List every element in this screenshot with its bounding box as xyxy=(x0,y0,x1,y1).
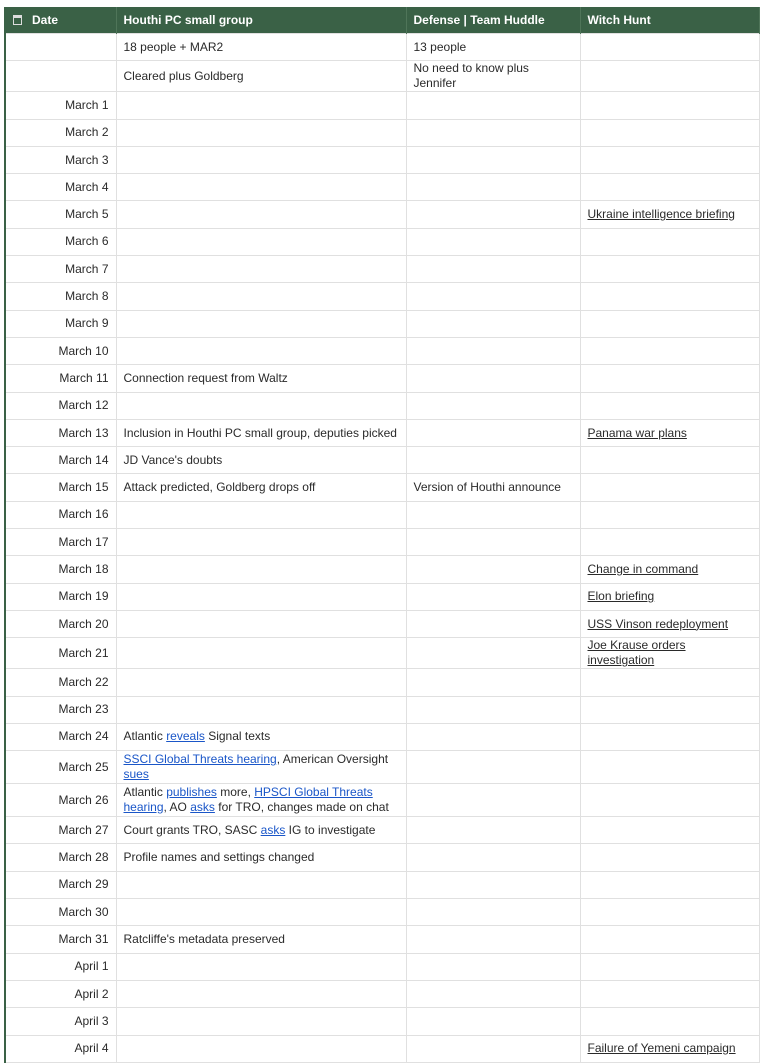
houthi-cell[interactable] xyxy=(116,669,406,696)
defense-cell[interactable] xyxy=(406,1035,580,1062)
houthi-cell[interactable] xyxy=(116,817,406,844)
defense-cell[interactable] xyxy=(406,228,580,255)
witch-hunt-cell[interactable] xyxy=(580,501,759,528)
table-row xyxy=(5,899,759,926)
defense-cell[interactable] xyxy=(406,980,580,1007)
defense-cell[interactable] xyxy=(406,447,580,474)
date-cell[interactable]: March 24 xyxy=(5,723,116,750)
header-witch-hunt[interactable]: Witch Hunt xyxy=(580,7,759,34)
defense-cell[interactable] xyxy=(406,474,580,501)
houthi-cell[interactable] xyxy=(116,696,406,723)
cell-text: Signal texts xyxy=(204,729,271,744)
houthi-cell[interactable] xyxy=(116,871,406,898)
houthi-cell[interactable] xyxy=(116,474,406,501)
witch-hunt-cell[interactable] xyxy=(580,953,759,980)
linked-text[interactable]: Panama war plans xyxy=(587,425,687,440)
houthi-cell[interactable] xyxy=(116,119,406,146)
date-cell[interactable]: March 2 xyxy=(5,119,116,146)
cell-text: Cleared plus Goldberg xyxy=(123,68,244,83)
defense-cell[interactable] xyxy=(406,751,580,784)
houthi-cell[interactable] xyxy=(116,61,406,92)
linked-text[interactable]: Failure of Yemeni campaign xyxy=(587,1041,736,1056)
date-cell[interactable] xyxy=(5,34,116,61)
table-row xyxy=(5,871,759,898)
date-cell[interactable]: March 23 xyxy=(5,696,116,723)
defense-cell[interactable] xyxy=(406,337,580,364)
witch-hunt-cell[interactable] xyxy=(580,583,759,610)
date-cell[interactable]: March 22 xyxy=(5,669,116,696)
header-houthi-pc-small-group[interactable]: Houthi PC small group xyxy=(116,7,406,34)
header-row xyxy=(5,7,759,34)
witch-hunt-cell[interactable] xyxy=(580,337,759,364)
link[interactable]: asks xyxy=(190,800,215,815)
header-date[interactable] xyxy=(5,7,116,34)
witch-hunt-cell[interactable] xyxy=(580,638,759,669)
witch-hunt-cell[interactable] xyxy=(580,392,759,419)
date-cell[interactable]: March 28 xyxy=(5,844,116,871)
defense-cell[interactable] xyxy=(406,501,580,528)
houthi-cell[interactable] xyxy=(116,953,406,980)
date-cell[interactable]: March 10 xyxy=(5,337,116,364)
table-row xyxy=(5,34,759,61)
date-cell[interactable] xyxy=(5,61,116,92)
defense-cell[interactable] xyxy=(406,174,580,201)
calendar-icon xyxy=(13,15,22,25)
table-row xyxy=(5,610,759,637)
houthi-cell[interactable] xyxy=(116,201,406,228)
cell-text: Connection request from Waltz xyxy=(123,370,288,385)
table-row xyxy=(5,751,759,784)
link[interactable]: reveals xyxy=(166,729,205,744)
houthi-cell[interactable] xyxy=(116,723,406,750)
table-row xyxy=(5,146,759,173)
cell-text: Court grants TRO, SASC xyxy=(123,822,261,837)
table-row xyxy=(5,174,759,201)
witch-hunt-cell[interactable] xyxy=(580,174,759,201)
defense-cell[interactable] xyxy=(406,696,580,723)
table-row xyxy=(5,1035,759,1062)
cell-text: , American Oversight xyxy=(276,752,389,767)
table-row xyxy=(5,844,759,871)
date-cell[interactable]: March 9 xyxy=(5,310,116,337)
defense-cell[interactable] xyxy=(406,669,580,696)
cell-text: IG to investigate xyxy=(285,822,376,837)
cell-text: Atlantic xyxy=(123,785,167,800)
defense-cell[interactable] xyxy=(406,146,580,173)
witch-hunt-cell[interactable] xyxy=(580,146,759,173)
defense-cell[interactable] xyxy=(406,556,580,583)
cell-text: Ratcliffe's metadata preserved xyxy=(123,931,285,946)
defense-cell[interactable] xyxy=(406,817,580,844)
witch-hunt-cell[interactable] xyxy=(580,899,759,926)
date-cell[interactable]: March 17 xyxy=(5,529,116,556)
houthi-cell[interactable] xyxy=(116,1008,406,1035)
table-row xyxy=(5,92,759,119)
houthi-cell[interactable] xyxy=(116,34,406,61)
houthi-cell[interactable] xyxy=(116,638,406,669)
table-row xyxy=(5,474,759,501)
table-row xyxy=(5,337,759,364)
date-cell[interactable]: March 20 xyxy=(5,610,116,637)
houthi-cell[interactable] xyxy=(116,228,406,255)
table-row xyxy=(5,669,759,696)
date-cell[interactable]: March 16 xyxy=(5,501,116,528)
witch-hunt-cell[interactable] xyxy=(580,980,759,1007)
witch-hunt-cell[interactable] xyxy=(580,610,759,637)
header-defense-team-huddle[interactable]: Defense | Team Huddle xyxy=(406,7,580,34)
witch-hunt-cell[interactable] xyxy=(580,817,759,844)
defense-cell[interactable] xyxy=(406,283,580,310)
date-cell[interactable]: March 8 xyxy=(5,283,116,310)
houthi-cell[interactable] xyxy=(116,92,406,119)
date-cell[interactable]: March 11 xyxy=(5,365,116,392)
table-row xyxy=(5,419,759,446)
table-row xyxy=(5,201,759,228)
witch-hunt-cell[interactable] xyxy=(580,34,759,61)
defense-cell[interactable] xyxy=(406,899,580,926)
witch-hunt-cell[interactable] xyxy=(580,447,759,474)
date-cell[interactable]: March 6 xyxy=(5,228,116,255)
date-cell[interactable]: April 3 xyxy=(5,1008,116,1035)
timeline-table xyxy=(4,7,760,1063)
houthi-cell[interactable] xyxy=(116,419,406,446)
houthi-cell[interactable] xyxy=(116,447,406,474)
cell-text: Version of Houthi announce xyxy=(413,480,561,495)
link[interactable]: asks xyxy=(260,822,286,837)
date-cell[interactable]: March 30 xyxy=(5,899,116,926)
houthi-cell[interactable] xyxy=(116,365,406,392)
defense-cell[interactable] xyxy=(406,119,580,146)
cell-text: Profile names and settings changed xyxy=(123,850,315,865)
defense-cell[interactable] xyxy=(406,365,580,392)
table-row xyxy=(5,638,759,669)
houthi-cell[interactable] xyxy=(116,1035,406,1062)
witch-hunt-cell[interactable] xyxy=(580,844,759,871)
table-row xyxy=(5,310,759,337)
defense-cell[interactable] xyxy=(406,92,580,119)
houthi-cell[interactable] xyxy=(116,784,406,817)
cell-text: , AO xyxy=(163,800,191,815)
witch-hunt-cell[interactable] xyxy=(580,871,759,898)
linked-text[interactable]: Elon briefing xyxy=(587,589,655,604)
link[interactable]: HPSCI Global Threats hearing xyxy=(123,785,373,815)
witch-hunt-cell[interactable] xyxy=(580,1008,759,1035)
houthi-cell[interactable] xyxy=(116,583,406,610)
houthi-cell[interactable] xyxy=(116,610,406,637)
date-cell[interactable]: March 4 xyxy=(5,174,116,201)
linked-text[interactable]: Joe Krause orders investigation xyxy=(587,638,686,668)
link[interactable]: SSCI Global Threats hearing xyxy=(123,752,277,767)
witch-hunt-cell[interactable] xyxy=(580,669,759,696)
linked-text[interactable]: USS Vinson redeployment xyxy=(587,616,729,631)
houthi-cell[interactable] xyxy=(116,283,406,310)
table-row xyxy=(5,256,759,283)
houthi-cell[interactable] xyxy=(116,529,406,556)
defense-cell[interactable] xyxy=(406,610,580,637)
defense-cell[interactable] xyxy=(406,201,580,228)
date-cell[interactable]: March 19 xyxy=(5,583,116,610)
houthi-cell[interactable] xyxy=(116,501,406,528)
date-cell[interactable]: March 7 xyxy=(5,256,116,283)
witch-hunt-cell[interactable] xyxy=(580,119,759,146)
table-row xyxy=(5,392,759,419)
defense-cell[interactable] xyxy=(406,844,580,871)
defense-cell[interactable] xyxy=(406,723,580,750)
houthi-cell[interactable] xyxy=(116,174,406,201)
table-row xyxy=(5,696,759,723)
table-row xyxy=(5,228,759,255)
table-row xyxy=(5,556,759,583)
defense-cell[interactable] xyxy=(406,529,580,556)
header-label: Date xyxy=(32,13,59,27)
table-row xyxy=(5,501,759,528)
witch-hunt-cell[interactable] xyxy=(580,310,759,337)
houthi-cell[interactable] xyxy=(116,337,406,364)
houthi-cell[interactable] xyxy=(116,392,406,419)
houthi-cell[interactable] xyxy=(116,556,406,583)
defense-cell[interactable] xyxy=(406,926,580,953)
date-cell[interactable]: March 14 xyxy=(5,447,116,474)
cell-text: Atlantic xyxy=(123,729,167,744)
cell-text: No need to know plus Jennifer xyxy=(413,61,529,91)
table-row xyxy=(5,980,759,1007)
date-cell[interactable]: March 29 xyxy=(5,871,116,898)
houthi-cell[interactable] xyxy=(116,146,406,173)
witch-hunt-cell[interactable] xyxy=(580,1035,759,1062)
witch-hunt-cell[interactable] xyxy=(580,256,759,283)
date-cell[interactable]: March 1 xyxy=(5,92,116,119)
linked-text[interactable]: Change in command xyxy=(587,561,699,576)
witch-hunt-cell[interactable] xyxy=(580,61,759,92)
witch-hunt-cell[interactable] xyxy=(580,92,759,119)
witch-hunt-cell[interactable] xyxy=(580,723,759,750)
defense-cell[interactable] xyxy=(406,61,580,92)
defense-cell[interactable] xyxy=(406,34,580,61)
defense-cell[interactable] xyxy=(406,310,580,337)
date-cell[interactable]: March 31 xyxy=(5,926,116,953)
table-row xyxy=(5,723,759,750)
witch-hunt-cell[interactable] xyxy=(580,529,759,556)
date-cell[interactable]: March 26 xyxy=(5,784,116,817)
date-cell[interactable]: March 21 xyxy=(5,638,116,669)
date-cell[interactable]: March 13 xyxy=(5,419,116,446)
witch-hunt-cell[interactable] xyxy=(580,696,759,723)
defense-cell[interactable] xyxy=(406,419,580,446)
defense-cell[interactable] xyxy=(406,784,580,817)
houthi-cell[interactable] xyxy=(116,980,406,1007)
defense-cell[interactable] xyxy=(406,256,580,283)
houthi-cell[interactable] xyxy=(116,926,406,953)
houthi-cell[interactable] xyxy=(116,310,406,337)
date-cell[interactable]: March 12 xyxy=(5,392,116,419)
table-row xyxy=(5,529,759,556)
table-row xyxy=(5,1008,759,1035)
defense-cell[interactable] xyxy=(406,871,580,898)
witch-hunt-cell[interactable] xyxy=(580,419,759,446)
linked-text[interactable]: Ukraine intelligence briefing xyxy=(587,207,735,222)
cell-text: 13 people xyxy=(413,39,467,54)
table-row xyxy=(5,365,759,392)
witch-hunt-cell[interactable] xyxy=(580,474,759,501)
witch-hunt-cell[interactable] xyxy=(580,926,759,953)
defense-cell[interactable] xyxy=(406,1008,580,1035)
date-cell[interactable]: April 1 xyxy=(5,953,116,980)
defense-cell[interactable] xyxy=(406,953,580,980)
witch-hunt-cell[interactable] xyxy=(580,365,759,392)
cell-text: Attack predicted, Goldberg drops off xyxy=(123,480,316,495)
defense-cell[interactable] xyxy=(406,638,580,669)
table-row xyxy=(5,447,759,474)
date-cell[interactable]: March 3 xyxy=(5,146,116,173)
cell-text: JD Vance's doubts xyxy=(123,452,223,467)
cell-text: for TRO, changes made on chat xyxy=(214,800,389,815)
table-row xyxy=(5,583,759,610)
houthi-cell[interactable] xyxy=(116,844,406,871)
table-row xyxy=(5,926,759,953)
date-cell[interactable]: March 15 xyxy=(5,474,116,501)
cell-text: 18 people + MAR2 xyxy=(123,39,224,54)
date-cell[interactable]: March 25 xyxy=(5,751,116,784)
date-cell[interactable]: April 2 xyxy=(5,980,116,1007)
table-row xyxy=(5,817,759,844)
table-row xyxy=(5,119,759,146)
witch-hunt-cell[interactable] xyxy=(580,228,759,255)
witch-hunt-cell[interactable] xyxy=(580,283,759,310)
houthi-cell[interactable] xyxy=(116,256,406,283)
link[interactable]: publishes xyxy=(166,785,217,800)
link[interactable]: sues xyxy=(123,767,149,782)
witch-hunt-cell[interactable] xyxy=(580,751,759,784)
defense-cell[interactable] xyxy=(406,392,580,419)
houthi-cell[interactable] xyxy=(116,751,406,784)
table-row xyxy=(5,784,759,817)
date-cell[interactable]: March 5 xyxy=(5,201,116,228)
table-row xyxy=(5,283,759,310)
witch-hunt-cell[interactable] xyxy=(580,784,759,817)
cell-text: more, xyxy=(216,785,255,800)
defense-cell[interactable] xyxy=(406,583,580,610)
table-row xyxy=(5,953,759,980)
date-cell[interactable]: April 4 xyxy=(5,1035,116,1062)
witch-hunt-cell[interactable] xyxy=(580,556,759,583)
date-cell[interactable]: March 18 xyxy=(5,556,116,583)
cell-text: Inclusion in Houthi PC small group, deputies picked xyxy=(123,425,397,440)
witch-hunt-cell[interactable] xyxy=(580,201,759,228)
table-row xyxy=(5,61,759,92)
date-cell[interactable]: March 27 xyxy=(5,817,116,844)
houthi-cell[interactable] xyxy=(116,899,406,926)
